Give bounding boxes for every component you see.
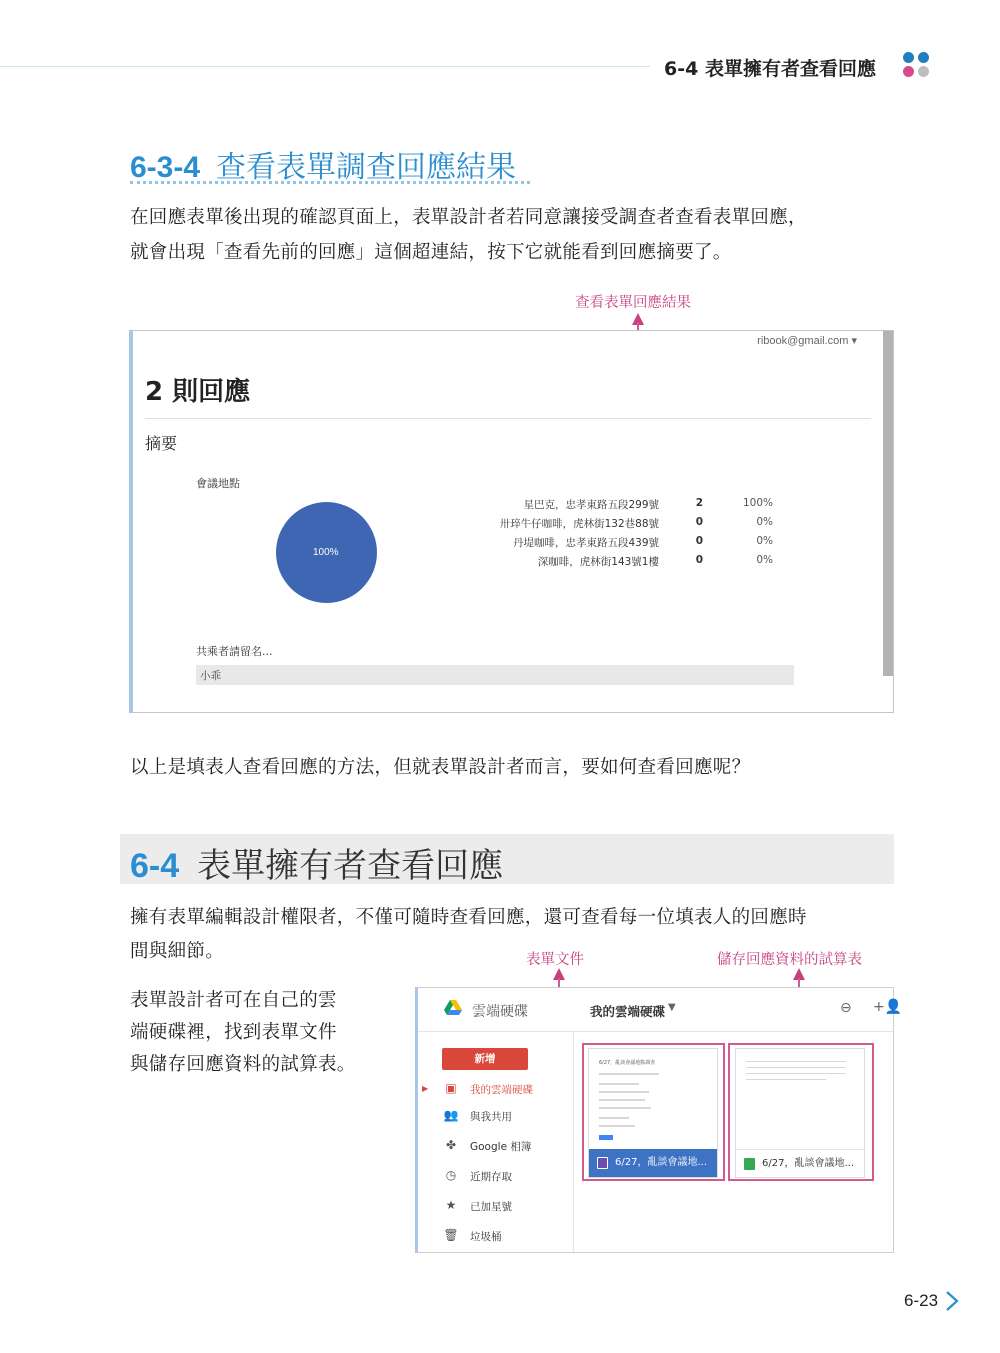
text-answer: 小乖 (196, 665, 794, 685)
scrollbar[interactable] (883, 331, 893, 676)
responses-summary-screenshot (129, 330, 894, 713)
clock-icon: ◷ (445, 1168, 457, 1182)
callout-response-spreadsheet: 儲存回應資料的試算表 (717, 952, 862, 968)
section-number: 6-3-4 (130, 151, 201, 184)
page-number: 6-23 (904, 1291, 939, 1310)
running-title: 6-4 表單擁有者查看回應 (664, 58, 876, 80)
chevron-right-icon (945, 1290, 959, 1312)
bridge-paragraph: 以上是填表人查看回應的方法，但就表單設計者而言，要如何查看回應呢？ (130, 757, 751, 778)
highlight-spreadsheet (728, 1043, 874, 1181)
chevron-down-icon[interactable]: ▼ (668, 1002, 676, 1013)
add-person-icon[interactable]: +👤 (873, 999, 903, 1015)
photos-icon: ✤ (445, 1138, 457, 1152)
legend-row: 星巴克，忠孝東路五段299號 2 100% (523, 497, 773, 511)
question-title: 共乘者請留名... (196, 645, 273, 658)
section-heading-64 (130, 838, 503, 887)
summary-label: 摘要 (145, 434, 178, 453)
section-title: 表單擁有者查看回應 (197, 846, 504, 886)
trash-icon: 🗑 (443, 1228, 459, 1242)
new-button[interactable]: 新增 (442, 1048, 528, 1070)
section-title: 查看表單調查回應結果 (216, 150, 517, 185)
callout-view-results: 查看表單回應結果 (575, 295, 691, 311)
file-name-bar: 6/27，亂談會議地... (736, 1149, 864, 1177)
file-name-bar: 6/27，亂談會議地... (589, 1149, 717, 1177)
legend-row: 深咖啡，虎林街143號1樓 0 0% (537, 554, 773, 568)
account-email[interactable]: ribook@gmail.com ▾ (757, 335, 857, 347)
sidebar-item-trash[interactable]: 🗑 垃圾桶 (443, 1228, 502, 1243)
title-divider (145, 418, 871, 419)
heading-underline (130, 181, 530, 184)
link-icon[interactable]: ⊖ (840, 1000, 852, 1016)
drive-logo-icon (444, 1000, 462, 1016)
file-preview: 6/27，亂談會議地點調查 (599, 1055, 707, 1150)
sidebar-item-recent[interactable]: ◷ 近期存取 (438, 1167, 568, 1187)
expand-arrow-icon[interactable]: ▶ (422, 1084, 429, 1093)
sidebar-item-shared[interactable]: 👥 與我共用 (443, 1108, 512, 1123)
legend-row: 丹堤咖啡，忠孝東路五段439號 0 0% (512, 535, 773, 549)
side-paragraph-line1: 表單設計者可在自己的雲 (130, 990, 337, 1011)
highlight-form-document (582, 1043, 725, 1181)
pie-slice-label: 100% (313, 547, 339, 558)
sidebar-item-my-drive[interactable]: ▣ 我的雲端硬碟 (438, 1080, 568, 1100)
sidebar-divider (573, 1032, 574, 1254)
sidebar-item-starred[interactable]: ★ 已加星號 (438, 1197, 568, 1217)
question-title: 會議地點 (196, 477, 240, 490)
star-icon: ★ (445, 1198, 457, 1212)
paragraph-634-line2: 就會出現「查看先前的回應」這個超連結，按下它就能看到回應摘要了。 (130, 242, 732, 263)
paragraph-64-line2: 間與細節。 (130, 941, 225, 962)
current-folder-title[interactable]: 我的雲端硬碟 (590, 1004, 666, 1019)
header-rule (0, 66, 650, 67)
drive-brand: 雲端硬碟 (472, 1004, 528, 1020)
section-heading-634 (130, 142, 516, 186)
paragraph-64-line1: 擁有表單編輯設計權限者，不僅可隨時查看回應，還可查看每一位填表人的回應時 (130, 907, 807, 928)
drive-folder-icon: ▣ (445, 1081, 457, 1095)
paragraph-634-line1: 在回應表單後出現的確認頁面上，表單設計者若同意讓接受調查者查看表單回應， (130, 207, 807, 228)
legend-row: 卅琗牛仔咖啡，虎林街132巷88號 0 0% (499, 516, 773, 530)
toolbar-divider (418, 1031, 893, 1032)
callout-form-document: 表單文件 (526, 952, 584, 968)
sidebar-item-photos[interactable]: ✤ Google 相簿 (438, 1137, 568, 1157)
header-dots-icon (903, 52, 933, 78)
side-paragraph-line2: 端硬碟裡，找到表單文件 (130, 1022, 337, 1043)
responses-count-title: 2 則回應 (145, 377, 251, 407)
side-paragraph-line3: 與儲存回應資料的試算表。 (130, 1054, 356, 1075)
section-number: 6-4 (130, 847, 180, 885)
people-icon: 👥 (443, 1108, 459, 1122)
